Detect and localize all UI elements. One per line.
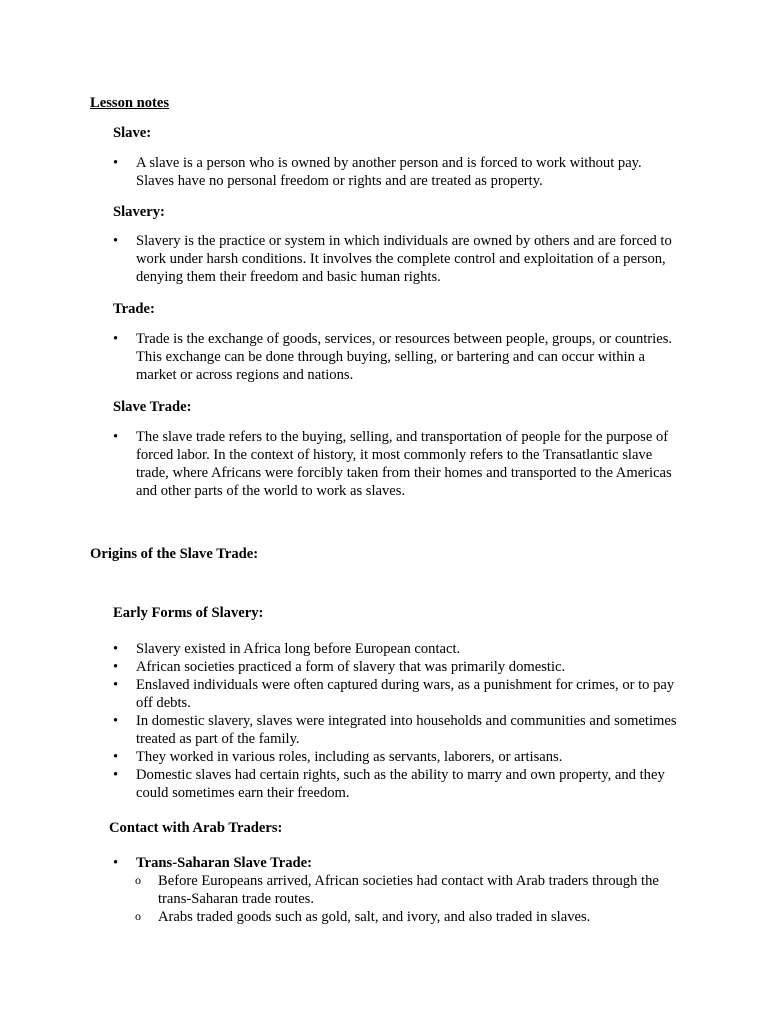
subheading-early-forms: Early Forms of Slavery:: [113, 605, 264, 621]
term-slave-trade: Slave Trade:: [113, 399, 192, 415]
subheading-arab-traders: Contact with Arab Traders:: [109, 820, 283, 836]
trans-saharan-sublist: [113, 872, 683, 926]
definition-trade: • Trade is the exchange of goods, services, or resources between people, groups, or countries. This exchange can be done through buying, selling, or bartering and can occur within a market or across regions and nations.: [113, 330, 683, 384]
list-item: • They worked in various roles, including as servants, laborers, or artisans.: [113, 748, 683, 766]
term-trade: Trade:: [113, 301, 155, 317]
definition-list-trade: [113, 330, 683, 384]
item-title-trans-saharan: Trans-Saharan Slave Trade:: [136, 855, 312, 871]
section-heading-origins: Origins of the Slave Trade:: [90, 546, 259, 562]
list-item: • Domestic slaves had certain rights, such as the ability to marry and own property, and they could sometimes earn their freedom.: [113, 766, 683, 802]
term-slavery: Slavery:: [113, 204, 165, 220]
sub-list-item: o Before Europeans arrived, African societies had contact with Arab traders through the trans-Saharan trade routes.: [113, 872, 683, 908]
definition-list-slavery: [113, 232, 683, 286]
definition-slave: • A slave is a person who is owned by another person and is forced to work without pay. Slaves have no personal freedom or rights and are treated as property.: [113, 154, 683, 190]
sub-list-item: o Arabs traded goods such as gold, salt, and ivory, and also traded in slaves.: [113, 908, 683, 926]
definition-slave-trade: • The slave trade refers to the buying, selling, and transportation of people for the purpose of forced labor. In the context of history, it most commonly refers to the Transatlantic slave trade, where Africans were forcibly taken from their homes and transported to the Americas and other parts of the world to work as slaves.: [113, 428, 683, 500]
list-item: [113, 854, 683, 926]
arab-traders-list: [113, 854, 683, 926]
definition-slavery: • Slavery is the practice or system in which individuals are owned by others and are forced to work under harsh conditions. It involves the complete control and exploitation of a person, denying them their freedom and basic human rights.: [113, 232, 683, 286]
lesson-title: Lesson notes: [90, 95, 170, 111]
early-forms-list: [113, 640, 683, 802]
list-item: • Enslaved individuals were often captured during wars, as a punishment for crimes, or to pay off debts.: [113, 676, 683, 712]
definition-list-slave: [113, 154, 683, 190]
list-item: • Slavery existed in Africa long before European contact.: [113, 640, 683, 658]
list-item: • In domestic slavery, slaves were integrated into households and communities and sometimes treated as part of the family.: [113, 712, 683, 748]
term-slave: Slave:: [113, 125, 152, 141]
definition-list-slave-trade: [113, 428, 683, 500]
list-item: • African societies practiced a form of slavery that was primarily domestic.: [113, 658, 683, 676]
